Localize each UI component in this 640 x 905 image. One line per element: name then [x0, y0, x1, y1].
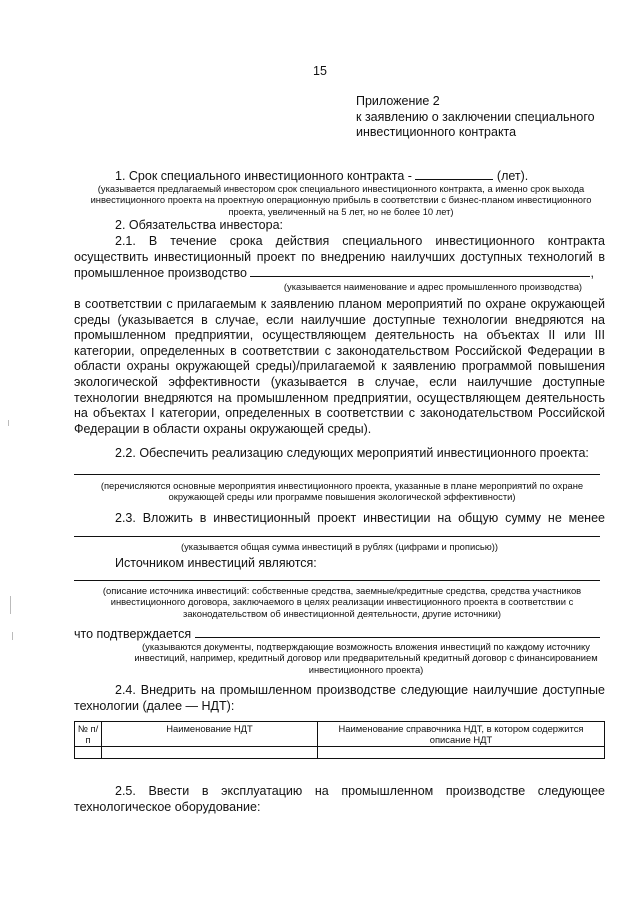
item2-5-line1: 2.5. Ввести в эксплуатацию на промышленном производстве следующее: [115, 784, 605, 798]
item2-3-note: (указывается общая сумма инвестиций в рублях (цифрами и прописью)): [180, 541, 499, 552]
item2-1-comma: ,: [590, 266, 594, 280]
item2-3: 2.3. Вложить в инвестиционный проект инвестиции на общую сумму не менее: [115, 511, 605, 525]
scan-mark-3: [12, 632, 13, 640]
ndt-header-reference: Наименование справочника НДТ, в котором содержится описание НДТ: [318, 722, 605, 747]
item2-1-line1: 2.1. В течение срока действия специального инвестиционного контракта: [115, 234, 605, 248]
ndt-table: [74, 721, 605, 759]
appendix-heading: [356, 94, 626, 141]
confirmed-label: что подтверждается: [74, 627, 192, 641]
item2-2: 2.2. Обеспечить реализацию следующих мероприятий инвестиционного проекта:: [115, 446, 589, 460]
appendix-line-2: к заявлению о заключении специального: [356, 109, 595, 124]
ndt-header-name: Наименование НДТ: [102, 722, 318, 747]
confirmed-blank: [195, 626, 600, 638]
item2-1-line3: [74, 265, 614, 282]
confirmed-note: (указываются документы, подтверждающие возможность вложения инвестиций по каждому источнику инвестиций, например, кредитный договор или предварительный кредитный договор с финансированием инвестиционного проекта): [134, 641, 598, 675]
item1-label: 1. Срок специального инвестиционного контракта -: [115, 169, 412, 183]
item2-5-line2: технологическое оборудование:: [74, 800, 261, 814]
ndt-cell-name: [102, 747, 318, 759]
appendix-line-3: инвестиционного контракта: [356, 125, 517, 140]
item1-suffix: (лет).: [496, 169, 529, 183]
ndt-table-empty-row: [75, 747, 605, 759]
item1-note: (указывается предлагаемый инвестором срок специального инвестиционного контракта, а именно срок выхода инвестиционного проекта на проектную операционную прибыль в соответствии с бизнес-планом инвестиционного проекта, увеличенный на 5 лет, но не более 10 лет): [90, 183, 592, 217]
sources-blank-line: [74, 580, 600, 581]
item2-1-line2: осуществить инвестиционный проект по внедрению наилучших доступных технологий в: [74, 250, 605, 264]
ndt-header-number: № п/п: [75, 722, 102, 747]
item2-2-blank-line: [74, 474, 600, 475]
item2-title: 2. Обязательства инвестора:: [115, 218, 284, 232]
sources-note: (описание источника инвестиций: собственные средства, заемные/кредитные средства, средства участников инвестиционного договора, заключаемого в целях реализации инвестиционного проекта в соответствии с законодательством об инвестиционной деятельности, другие источники): [102, 585, 582, 619]
item2-3-sources: Источником инвестиций являются:: [115, 556, 317, 570]
item2-2-note: (перечисляются основные мероприятия инвестиционного проекта, указанные в плане мероприятий по охране окружающей среды или программе повышения экологической эффективности): [100, 480, 584, 503]
item2-3-blank-line: [74, 536, 600, 537]
scan-mark-1: [8, 420, 9, 426]
page-number: 15: [313, 64, 327, 78]
item2-1-body: в соответствии с прилагаемым к заявлению планом мероприятий по охране окружающей среды (указывается в случае, если наилучшие доступные технологии внедряются на промышленном предприятии, осуществляющем деятельность на объектах II или III категории, определенных в соответствии с законодательством Российской Федерации в области охраны окружающей среды)/прилагаемой к заявлению программой повышения экологической эффективности (указывается в случае, если наилучшие доступные технологии внедряются на промышленном предприятии, осуществляющем деятельность на объектах I категории, определенных в соответствии с законодательством Российской Федерации в области охраны окружающей среды).: [74, 297, 605, 436]
item2-4-line1: 2.4. Внедрить на промышленном производстве следующие наилучшие доступные: [115, 683, 605, 697]
item1-blank: [415, 168, 493, 180]
appendix-line-1: Приложение 2: [356, 94, 440, 108]
scan-mark-2: [10, 596, 11, 614]
ndt-cell-number: [75, 747, 102, 759]
item2-4-line2: технологии (далее — НДТ):: [74, 699, 235, 713]
item2-1-label: промышленное производство: [74, 266, 247, 280]
ndt-table-header-row: [75, 722, 605, 747]
item2-1-note: (указывается наименование и адрес промышленного производства): [283, 281, 583, 292]
item2-1-blank: [250, 265, 590, 277]
ndt-cell-reference: [318, 747, 605, 759]
